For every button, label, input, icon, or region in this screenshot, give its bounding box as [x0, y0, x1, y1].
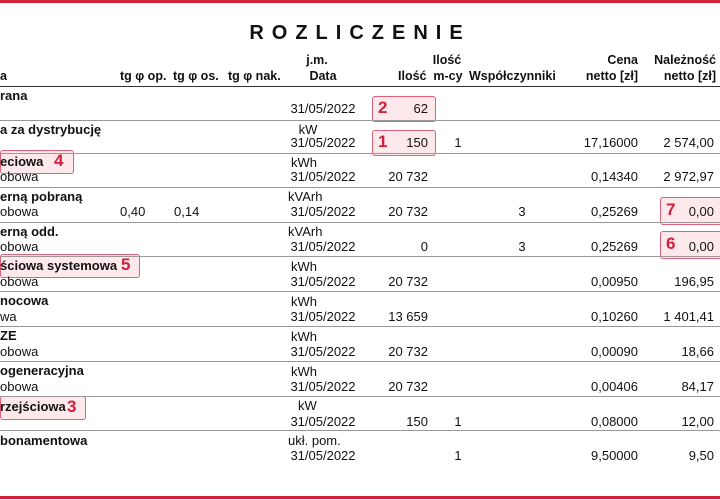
row-price: 0,10260 [591, 309, 638, 324]
row-sub: obowa [0, 274, 39, 289]
row-sub: obowa [0, 379, 39, 394]
row-amount: 12,00 [681, 414, 714, 429]
row-date: 31/05/2022 [290, 239, 356, 254]
row-qty: 20 732 [388, 204, 428, 219]
row-sub: obowa [0, 344, 39, 359]
row-date: 31/05/2022 [290, 414, 356, 429]
header-data: Data [309, 69, 337, 83]
row-qty: 20 732 [388, 274, 428, 289]
row-name: eciowa [0, 154, 44, 169]
row-price: 0,14340 [591, 169, 638, 184]
header-wspolczynniki: Współczynniki [469, 69, 556, 83]
row-date: 31/05/2022 [290, 101, 356, 116]
row-divider [0, 326, 720, 327]
row-amount: 18,66 [681, 344, 714, 359]
badge-number: 6 [666, 234, 676, 253]
row-sub: obowa [0, 169, 39, 184]
row-price: 0,25269 [591, 204, 638, 219]
row-date: 31/05/2022 [290, 344, 356, 359]
row-divider [0, 256, 720, 257]
row-divider [0, 291, 720, 292]
row-amount: 0,00 [688, 204, 714, 219]
row-name: erną pobraną [0, 189, 83, 204]
row-amount: 84,17 [681, 379, 714, 394]
header-col-a: a [0, 69, 7, 83]
row-tg-os: 0,14 [174, 204, 200, 219]
row-qty: 13 659 [388, 309, 428, 324]
header-divider [0, 86, 720, 87]
row-divider [0, 153, 720, 154]
row-unit: kW [298, 398, 317, 413]
header-tg-nak: tg φ nak. [228, 69, 281, 83]
row-date: 31/05/2022 [290, 135, 356, 150]
row-date: 31/05/2022 [290, 379, 356, 394]
row-name: ściowa systemowa [0, 258, 118, 273]
row-unit: kVArh [288, 189, 323, 204]
row-unit: kWh [291, 259, 317, 274]
row-name: rzejściowa [0, 399, 66, 414]
row-tg-op: 0,40 [120, 204, 146, 219]
row-unit: kW [298, 122, 318, 137]
row-sub: wa [0, 309, 17, 324]
row-unit: ukł. pom. [288, 433, 341, 448]
row-qty: 20 732 [388, 344, 428, 359]
row-date: 31/05/2022 [290, 448, 356, 463]
row-qty: 150 [406, 414, 428, 429]
row-qty: 150 [406, 135, 428, 150]
row-name: ogeneracyjna [0, 363, 84, 378]
badge-number: 3 [67, 397, 77, 416]
row-sub: obowa [0, 239, 39, 254]
row-qty: 20 732 [388, 169, 428, 184]
row-name: nocowa [0, 293, 49, 308]
page-title: ROZLICZENIE [249, 22, 471, 44]
row-months: 1 [454, 414, 462, 429]
bottom-accent-bar [0, 496, 720, 499]
row-name: rana [0, 88, 28, 103]
header-cena-2: netto [zł] [585, 69, 638, 83]
header-naleznosc-2: netto [zł] [663, 69, 716, 83]
header-tg-op: tg φ op. [120, 69, 167, 83]
header-naleznosc-1: Należność [654, 53, 716, 67]
row-qty: 0 [420, 239, 428, 254]
row-sub: obowa [0, 204, 39, 219]
row-divider [0, 396, 720, 397]
row-name: a za dystrybucję [0, 122, 102, 137]
header-cena-1: Cena [607, 53, 638, 67]
row-name: bonamentowa [0, 433, 88, 448]
row-amount: 9,50 [688, 448, 714, 463]
row-coef: 3 [518, 239, 526, 254]
row-date: 31/05/2022 [290, 204, 356, 219]
row-months: 1 [454, 135, 462, 150]
row-qty: 62 [413, 101, 428, 116]
row-price: 17,16000 [583, 135, 638, 150]
row-divider [0, 361, 720, 362]
row-price: 0,00950 [591, 274, 638, 289]
badge-number: 7 [666, 200, 676, 219]
row-price: 0,25269 [591, 239, 638, 254]
row-name: erną odd. [0, 224, 59, 239]
header-ilosc-mcy-2: m-cy [433, 69, 463, 83]
row-date: 31/05/2022 [290, 169, 356, 184]
row-price: 0,08000 [591, 414, 638, 429]
row-divider [0, 430, 720, 431]
row-unit: kWh [291, 294, 317, 309]
header-tg-os: tg φ os. [173, 69, 219, 83]
row-divider [0, 222, 720, 223]
row-months: 1 [454, 448, 462, 463]
row-qty: 20 732 [388, 379, 428, 394]
row-price: 9,50000 [591, 448, 638, 463]
row-amount: 2 972,97 [663, 169, 714, 184]
badge-number: 4 [54, 151, 64, 170]
row-unit: kWh [291, 155, 317, 170]
row-date: 31/05/2022 [290, 309, 356, 324]
row-price: 0,00090 [591, 344, 638, 359]
row-date: 31/05/2022 [290, 274, 356, 289]
badge-number: 2 [378, 98, 388, 117]
top-accent-bar [0, 0, 720, 3]
row-amount: 2 574,00 [663, 135, 714, 150]
row-amount: 196,95 [674, 274, 714, 289]
row-unit: kWh [291, 364, 317, 379]
row-name: ZE [0, 328, 17, 343]
badge-number: 5 [121, 255, 131, 274]
row-divider [0, 120, 720, 121]
row-divider [0, 187, 720, 188]
badge-number: 1 [378, 132, 388, 151]
row-unit: kVArh [288, 224, 323, 239]
row-unit: kWh [291, 329, 317, 344]
header-ilosc-mcy-1: Ilość [432, 53, 462, 67]
header-jm: j.m. [306, 53, 328, 67]
header-ilosc: Ilość [398, 69, 427, 83]
row-coef: 3 [518, 204, 526, 219]
row-price: 0,00406 [591, 379, 638, 394]
row-amount: 0,00 [688, 239, 714, 254]
row-amount: 1 401,41 [663, 309, 714, 324]
